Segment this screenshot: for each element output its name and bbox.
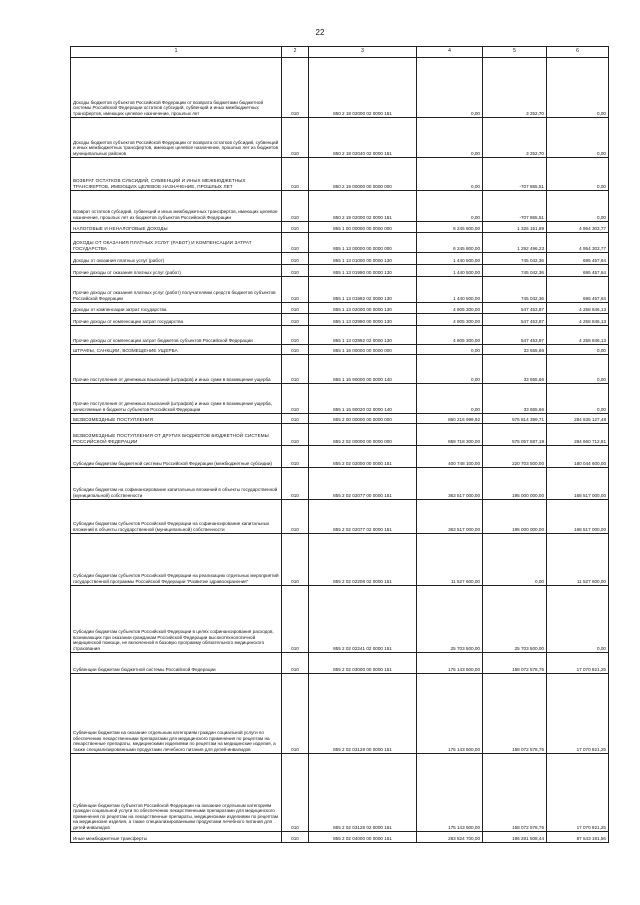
table-row — [71, 500, 609, 534]
column-header-1: 1 — [71, 47, 282, 58]
row-unexecuted-amount: 4 954 303,77 — [547, 233, 609, 253]
row-approved-amount: 0,00 — [417, 384, 483, 414]
row-unexecuted-amount: 4 258 846,13 — [547, 303, 609, 314]
table-row — [71, 653, 609, 674]
row-line-code: 010 — [282, 355, 309, 384]
table-row — [71, 384, 609, 414]
row-unexecuted-amount: 17 070 921,25 — [547, 674, 609, 754]
row-line-code: 010 — [282, 653, 309, 674]
row-line-code: 010 — [282, 326, 309, 345]
row-executed-amount: -707 865,51 — [483, 191, 547, 222]
row-approved-amount: 4 805 300,00 — [417, 326, 483, 345]
row-name: БЕЗВОЗМЕЗДНЫЕ ПОСТУПЛЕНИЯ ОТ ДРУГИХ БЮДЖЕТОВ БЮДЖЕТНОЙ СИСТЕМЫ РОССИЙСКОЙ ФЕДЕРАЦИИ — [71, 424, 282, 446]
row-executed-amount: 158 072 578,75 — [483, 653, 547, 674]
row-budget-classification-code: 855 2 02 04000 00 0000 151 — [309, 832, 417, 843]
row-name: ШТРАФЫ, САНКЦИИ, ВОЗМЕЩЕНИЕ УЩЕРБА — [71, 345, 282, 355]
table-row — [71, 191, 609, 222]
row-line-code: 010 — [282, 303, 309, 314]
row-line-code: 010 — [282, 446, 309, 468]
table-row — [71, 424, 609, 446]
column-header-6: 6 — [547, 47, 609, 58]
row-approved-amount: 363 517 000,00 — [417, 500, 483, 534]
row-approved-amount: 283 824 700,00 — [417, 832, 483, 843]
row-executed-amount: 195 000 000,00 — [483, 468, 547, 500]
row-approved-amount: 0,00 — [417, 158, 483, 191]
row-line-code: 010 — [282, 534, 309, 586]
row-unexecuted-amount: 0,00 — [547, 158, 609, 191]
row-unexecuted-amount: 11 527 600,00 — [547, 534, 609, 586]
row-line-code: 010 — [282, 314, 309, 326]
row-unexecuted-amount: 168 517 000,00 — [547, 468, 609, 500]
table-row — [71, 158, 609, 191]
row-budget-classification-code: 855 2 02 02000 00 0000 151 — [309, 446, 417, 468]
row-line-code: 010 — [282, 754, 309, 832]
row-line-code: 010 — [282, 158, 309, 191]
row-name: ДОХОДЫ ОТ ОКАЗАНИЯ ПЛАТНЫХ УСЛУГ (РАБОТ) И КОМПЕНСАЦИИ ЗАТРАТ ГОСУДАРСТВА — [71, 233, 282, 253]
row-name: Субсидии бюджетам на софинансирование капитальных вложений в объекты государственной (муниципальной) собственности — [71, 468, 282, 500]
row-executed-amount: 25 703 500,00 — [483, 586, 547, 653]
column-header-3: 3 — [309, 47, 417, 58]
row-approved-amount: 175 143 500,00 — [417, 674, 483, 754]
column-number-row — [71, 47, 609, 58]
row-unexecuted-amount: 4 258 846,13 — [547, 314, 609, 326]
table-row — [71, 265, 609, 277]
row-approved-amount: 25 703 500,00 — [417, 586, 483, 653]
row-executed-amount: 575 814 399,71 — [483, 414, 547, 424]
row-name: Иные межбюджетные трансферты — [71, 832, 282, 843]
table-row — [71, 534, 609, 586]
row-unexecuted-amount: 4 954 303,77 — [547, 222, 609, 233]
row-executed-amount: 196 281 508,44 — [483, 832, 547, 843]
table-row — [71, 754, 609, 832]
row-line-code: 010 — [282, 500, 309, 534]
table-row — [71, 277, 609, 303]
row-unexecuted-amount: 695 457,64 — [547, 253, 609, 265]
row-approved-amount: 1 440 500,00 — [417, 253, 483, 265]
revenue-report-table — [70, 46, 609, 843]
row-executed-amount: 33 655,66 — [483, 384, 547, 414]
row-approved-amount: 6 245 800,00 — [417, 222, 483, 233]
row-line-code: 010 — [282, 277, 309, 303]
row-unexecuted-amount: 0,00 — [547, 586, 609, 653]
row-name: БЕЗВОЗМЕЗДНЫЕ ПОСТУПЛЕНИЯ — [71, 414, 282, 424]
row-name: Субвенции бюджетам субъектов Российской Федерации на оказание отдельным категориям граждан социальной услуги по обеспечению лекарственными препаратами для медицинского применения по рецептам на лекарственные препараты, медицинскими изделиями по рецептам на медицинские изделия, а также специализированными продуктами лечебного питания для детей-инвалидов — [71, 754, 282, 832]
row-executed-amount: 220 703 500,00 — [483, 446, 547, 468]
table-row — [71, 468, 609, 500]
row-budget-classification-code: 855 1 13 00000 00 0000 000 — [309, 233, 417, 253]
row-budget-classification-code: 855 1 13 02992 02 0000 130 — [309, 326, 417, 345]
table-row — [71, 414, 609, 424]
row-executed-amount: 547 453,87 — [483, 326, 547, 345]
row-executed-amount: 575 057 587,19 — [483, 424, 547, 446]
row-name: Прочие поступления от денежных взысканий (штрафов) и иных сумм в возмещение ущерба, зачисляемые в бюджеты субъектов Российской Федерации — [71, 384, 282, 414]
row-approved-amount: 0,00 — [417, 345, 483, 355]
table-row — [71, 586, 609, 653]
row-unexecuted-amount: 284 635 127,48 — [547, 414, 609, 424]
row-approved-amount: 6 245 800,00 — [417, 233, 483, 253]
row-budget-classification-code: 855 1 13 01000 00 0000 130 — [309, 253, 417, 265]
row-executed-amount: 33 655,66 — [483, 345, 547, 355]
row-executed-amount: 547 453,87 — [483, 314, 547, 326]
row-budget-classification-code: 855 1 16 90000 00 0000 140 — [309, 355, 417, 384]
table-row — [71, 58, 609, 118]
row-unexecuted-amount: 0,00 — [547, 58, 609, 118]
row-name: Субсидии бюджетам субъектов Российской Федерации на софинансирование капитальных вложений в объекты государственной (муниципальной) собственности — [71, 500, 282, 534]
row-name: Субсидии бюджетам субъектов Российской Федерации на реализацию отдельных мероприятий государственной программы Российской Федерации "Развитие здравоохранения" — [71, 534, 282, 586]
row-executed-amount: 158 072 578,75 — [483, 674, 547, 754]
row-executed-amount: 1 292 496,23 — [483, 233, 547, 253]
table-row — [71, 345, 609, 355]
row-budget-classification-code: 850 2 19 02000 02 0000 151 — [309, 191, 417, 222]
row-name: Доходы от оказания платных услуг (работ) — [71, 253, 282, 265]
row-unexecuted-amount: 87 543 191,56 — [547, 832, 609, 843]
table-row — [71, 253, 609, 265]
row-unexecuted-amount: 0,00 — [547, 191, 609, 222]
row-unexecuted-amount: 0,00 — [547, 384, 609, 414]
row-budget-classification-code: 855 2 02 03128 02 0000 151 — [309, 754, 417, 832]
row-unexecuted-amount: 695 457,64 — [547, 277, 609, 303]
row-executed-amount: 195 000 000,00 — [483, 500, 547, 534]
row-executed-amount: 158 072 578,75 — [483, 754, 547, 832]
row-name: Субсидии бюджетам субъектов Российской Федерации в целях софинансирования расходов, возникающих при оказании гражданам Российской Федерации высокотехнологичной медицинской помощи, не включенной в базовую программу обязательного медицинского страхования — [71, 586, 282, 653]
row-executed-amount: 547 453,87 — [483, 303, 547, 314]
row-executed-amount: 745 042,36 — [483, 277, 547, 303]
column-header-5: 5 — [483, 47, 547, 58]
table-row — [71, 222, 609, 233]
row-approved-amount: 4 805 300,00 — [417, 303, 483, 314]
row-unexecuted-amount: 168 517 000,00 — [547, 500, 609, 534]
row-name: Субвенции бюджетам на оказание отдельным категориям граждан социальной услуги по обеспечению лекарственными препаратами для медицинского применения по рецептам на лекарственные препараты, медицинскими изделиями по рецептам на медицинские изделия, а также специализированными продуктами лечебного питания для детей-инвалидов — [71, 674, 282, 754]
table-row — [71, 326, 609, 345]
row-budget-classification-code: 855 2 02 03000 00 0000 151 — [309, 653, 417, 674]
row-budget-classification-code: 855 2 02 02077 00 0000 151 — [309, 468, 417, 500]
row-name: Прочие доходы от оказания платных услуг (работ) получателями средств бюджетов субъектов Российской Федерации — [71, 277, 282, 303]
table-row — [71, 303, 609, 314]
row-line-code: 010 — [282, 345, 309, 355]
row-approved-amount: 0,00 — [417, 118, 483, 158]
row-unexecuted-amount: 17 070 921,25 — [547, 754, 609, 832]
row-executed-amount: 33 655,66 — [483, 355, 547, 384]
row-budget-classification-code: 855 1 16 90020 02 0000 140 — [309, 384, 417, 414]
row-budget-classification-code: 855 2 02 00000 00 0000 000 — [309, 424, 417, 446]
row-name: Возврат остатков субсидий, субвенций и иных межбюджетных трансфертов, имеющих целевое назначение, прошлых лет из бюджетов субъектов Российской Федерации — [71, 191, 282, 222]
row-line-code: 010 — [282, 265, 309, 277]
row-line-code: 010 — [282, 384, 309, 414]
row-line-code: 010 — [282, 414, 309, 424]
row-executed-amount: -707 865,51 — [483, 158, 547, 191]
row-name: Прочие доходы от компенсации затрат государства — [71, 314, 282, 326]
row-approved-amount: 363 517 000,00 — [417, 468, 483, 500]
row-approved-amount: 860 216 999,92 — [417, 414, 483, 424]
table-row — [71, 832, 609, 843]
row-line-code: 010 — [282, 424, 309, 446]
page-number: 22 — [315, 28, 325, 37]
row-name: Доходы бюджетов субъектов Российской Федерации от возврата остатков субсидий, субвенций и иных межбюджетных трансфертов, имеющих целевое назначение, прошлых лет из бюджетов муниципальных районов — [71, 118, 282, 158]
table-row — [71, 355, 609, 384]
row-line-code: 010 — [282, 118, 309, 158]
row-approved-amount: 1 440 500,00 — [417, 265, 483, 277]
row-name: Доходы бюджетов субъектов Российской Федерации от возврата бюджетами бюджетной системы Российской Федерации остатков субсидий, субвенций и иных межбюджетных трансфертов, имеющих целевое назначение, прошлых лет — [71, 58, 282, 118]
row-unexecuted-amount: 17 070 921,25 — [547, 653, 609, 674]
row-approved-amount: 175 143 500,00 — [417, 653, 483, 674]
row-approved-amount: 400 748 100,00 — [417, 446, 483, 468]
row-approved-amount: 1 440 500,00 — [417, 277, 483, 303]
row-line-code: 010 — [282, 222, 309, 233]
row-executed-amount: 0,00 — [483, 534, 547, 586]
row-name: Субсидии бюджетам бюджетной системы Российской Федерации (межбюджетные субсидии) — [71, 446, 282, 468]
row-budget-classification-code: 855 2 02 02241 02 0000 151 — [309, 586, 417, 653]
row-executed-amount: 745 042,36 — [483, 265, 547, 277]
row-budget-classification-code: 850 2 18 02040 02 0000 151 — [309, 118, 417, 158]
row-budget-classification-code: 855 2 02 02077 02 0000 151 — [309, 500, 417, 534]
column-header-2: 2 — [282, 47, 309, 58]
column-header-4: 4 — [417, 47, 483, 58]
row-unexecuted-amount: 0,00 — [547, 355, 609, 384]
row-name: Прочие поступления от денежных взысканий (штрафов) и иных сумм в возмещение ущерба — [71, 355, 282, 384]
row-line-code: 010 — [282, 253, 309, 265]
row-name: Прочие доходы от компенсации затрат бюджетов субъектов Российской Федерации — [71, 326, 282, 345]
row-approved-amount: 4 805 300,00 — [417, 314, 483, 326]
table-row — [71, 118, 609, 158]
row-name: Субвенции бюджетам бюджетной системы Российской Федерации — [71, 653, 282, 674]
row-unexecuted-amount: 695 457,64 — [547, 265, 609, 277]
row-approved-amount: 175 143 500,00 — [417, 754, 483, 832]
row-unexecuted-amount: 4 258 846,13 — [547, 326, 609, 345]
row-name: Прочие доходы от оказания платных услуг (работ) — [71, 265, 282, 277]
row-budget-classification-code: 855 2 02 03128 00 0000 151 — [309, 674, 417, 754]
table-row — [71, 446, 609, 468]
row-line-code: 010 — [282, 468, 309, 500]
row-name: Доходы от компенсации затрат государства — [71, 303, 282, 314]
row-budget-classification-code: 850 2 19 00000 00 0000 000 — [309, 158, 417, 191]
row-approved-amount: 0,00 — [417, 355, 483, 384]
row-budget-classification-code: 855 1 13 02990 00 0000 130 — [309, 314, 417, 326]
row-name: НАЛОГОВЫЕ И НЕНАЛОГОВЫЕ ДОХОДЫ — [71, 222, 282, 233]
row-unexecuted-amount: 180 044 600,00 — [547, 446, 609, 468]
row-executed-amount: 1 326 151,89 — [483, 222, 547, 233]
row-line-code: 010 — [282, 832, 309, 843]
row-approved-amount: 859 718 300,00 — [417, 424, 483, 446]
row-line-code: 010 — [282, 586, 309, 653]
row-approved-amount: 11 527 600,00 — [417, 534, 483, 586]
row-budget-classification-code: 855 1 13 02000 00 0000 130 — [309, 303, 417, 314]
row-unexecuted-amount: 0,00 — [547, 345, 609, 355]
row-executed-amount: 3 252,70 — [483, 118, 547, 158]
row-unexecuted-amount: 0,00 — [547, 118, 609, 158]
row-approved-amount: 0,00 — [417, 191, 483, 222]
row-budget-classification-code: 855 2 02 02208 02 0000 151 — [309, 534, 417, 586]
row-budget-classification-code: 855 1 13 01990 00 0000 130 — [309, 265, 417, 277]
row-budget-classification-code: 850 2 18 02000 02 0000 151 — [309, 58, 417, 118]
row-line-code: 010 — [282, 58, 309, 118]
table-row — [71, 674, 609, 754]
row-budget-classification-code: 855 1 00 00000 00 0000 000 — [309, 222, 417, 233]
row-executed-amount: 3 252,70 — [483, 58, 547, 118]
row-budget-classification-code: 855 2 00 00000 00 0000 000 — [309, 414, 417, 424]
row-approved-amount: 0,00 — [417, 58, 483, 118]
row-unexecuted-amount: 284 660 712,81 — [547, 424, 609, 446]
row-line-code: 010 — [282, 674, 309, 754]
row-executed-amount: 745 042,36 — [483, 253, 547, 265]
row-name: ВОЗВРАТ ОСТАТКОВ СУБСИДИЙ, СУБВЕНЦИЙ И ИНЫХ МЕЖБЮДЖЕТНЫХ ТРАНСФЕРТОВ, ИМЕЮЩИХ ЦЕЛЕВОЕ НАЗНАЧЕНИЕ, ПРОШЛЫХ ЛЕТ — [71, 158, 282, 191]
row-line-code: 010 — [282, 191, 309, 222]
row-budget-classification-code: 855 1 16 00000 00 0000 000 — [309, 345, 417, 355]
report-body — [71, 58, 609, 843]
row-line-code: 010 — [282, 233, 309, 253]
table-row — [71, 314, 609, 326]
row-budget-classification-code: 855 1 13 01992 02 0000 130 — [309, 277, 417, 303]
table-row — [71, 233, 609, 253]
